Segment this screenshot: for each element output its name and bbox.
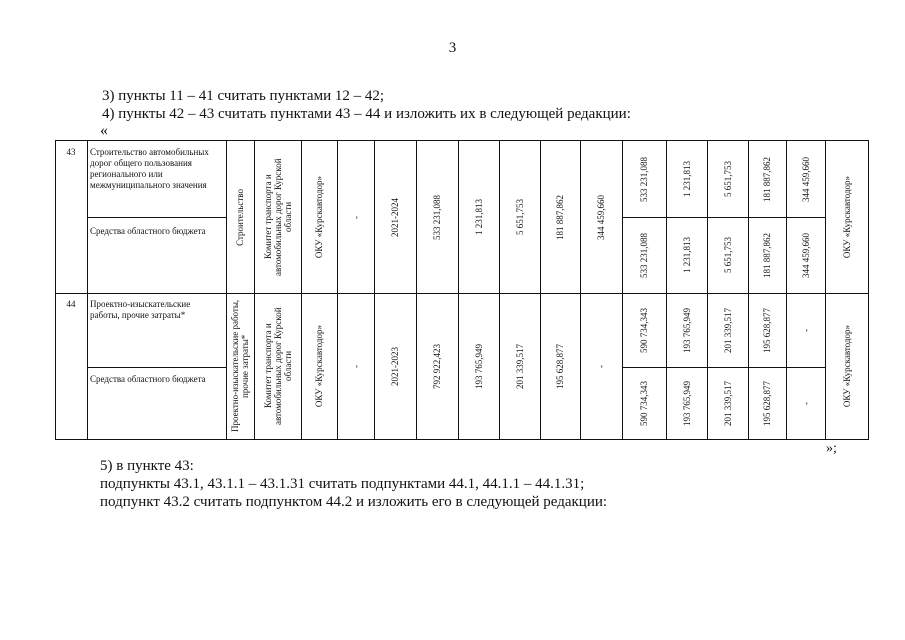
funding-cell: 201 339,517 (722, 380, 733, 426)
total-cost-cell: 533 231,088 (432, 194, 442, 240)
item-name: Проектно-изыскательские работы, прочие затраты* (90, 299, 191, 320)
executor-cell: ОКУ «Курскавтодор» (314, 324, 324, 408)
period-cell: 2021-2023 (390, 346, 400, 386)
year-cost-cell: 193 765,949 (473, 343, 484, 389)
year-cost-cell: 181 887,862 (555, 194, 565, 240)
work-type-cell: Проектно-изыскательские работы, прочие затраты* (230, 299, 250, 433)
paragraph-subitem-edit: подпункт 43.2 считать подпунктом 44.2 и изложить его в следующей редакции: (100, 494, 608, 510)
dash-cell: - (350, 364, 361, 368)
closing-quote: »; (826, 441, 837, 456)
funding-cell: 344 459,660 (800, 232, 811, 278)
year-cost-cell: - (596, 364, 606, 368)
dash-cell: - (350, 215, 361, 219)
row-number: 43 (66, 147, 76, 157)
paragraph-subitems: подпункты 43.1, 43.1.1 – 43.1.31 считать подпунктами 44.1, 44.1.1 – 44.1.31; (100, 476, 585, 492)
funding-cell: 590 734,343 (639, 380, 649, 426)
funding-cell: 533 231,088 (639, 156, 649, 202)
year-cost-cell: 195 628,877 (555, 343, 565, 389)
funding-cell: 195 628,877 (762, 307, 772, 353)
year-cost-cell: 344 459,660 (596, 194, 606, 240)
customer-cell: Комитет транспорта и автомобильных дорог Курской области (262, 158, 293, 276)
funding-cell: 5 651,753 (722, 237, 733, 273)
row44-sub-divider (87, 367, 226, 368)
customer-cell: Комитет транспорта и автомобильных дорог Курской области (262, 307, 293, 425)
budget-table (55, 140, 869, 440)
funding-cell: 181 887,862 (762, 232, 772, 278)
row43-sub-divider (87, 217, 226, 218)
funding-cell: 1 231,813 (681, 161, 692, 197)
funding-cell: 193 765,949 (681, 380, 692, 426)
funding-cell: 5 651,753 (722, 161, 733, 197)
funding-cell: - (800, 328, 811, 332)
funding-source: Средства областного бюджета (90, 374, 206, 384)
opening-quote: « (100, 122, 108, 139)
work-type-cell: Строительство (235, 188, 245, 246)
funding-cell: 344 459,660 (800, 156, 811, 202)
funding-cell: 590 734,343 (639, 307, 649, 353)
funding-source: Средства областного бюджета (90, 226, 206, 236)
executor-cell: ОКУ «Курскавтодор» (314, 175, 324, 259)
paragraph-item-3: 3) пункты 11 – 41 считать пунктами 12 – 42; (102, 88, 385, 104)
recipient-cell: ОКУ «Курскавтодор» (841, 175, 852, 259)
paragraph-item-5: 5) в пункте 43: (100, 458, 194, 474)
funding-cell: 533 231,088 (639, 232, 649, 278)
period-cell: 2021-2024 (390, 197, 400, 237)
funding-cell: 201 339,517 (722, 307, 733, 353)
item-name: Строительство автомобильных дорог общего пользования регионального или межмуниципального значения (90, 147, 209, 190)
col-divider (87, 141, 88, 439)
year-cost-cell: 1 231,813 (473, 199, 484, 235)
total-cost-cell: 792 922,423 (432, 343, 442, 389)
year-cost-cell: 5 651,753 (514, 199, 525, 235)
funding-cell: 181 887,862 (762, 156, 772, 202)
funding-cell: 193 765,949 (681, 307, 692, 353)
row-number: 44 (66, 299, 76, 309)
recipient-cell: ОКУ «Курскавтодор» (841, 324, 852, 408)
funding-cell: 195 628,877 (762, 380, 772, 426)
funding-cell: 1 231,813 (681, 237, 692, 273)
paragraph-item-4: 4) пункты 42 – 43 считать пунктами 43 – 44 и изложить их в следующей редакции: (102, 106, 631, 122)
page-number: 3 (448, 40, 457, 56)
year-cost-cell: 201 339,517 (514, 343, 525, 389)
funding-cell: - (800, 401, 811, 405)
